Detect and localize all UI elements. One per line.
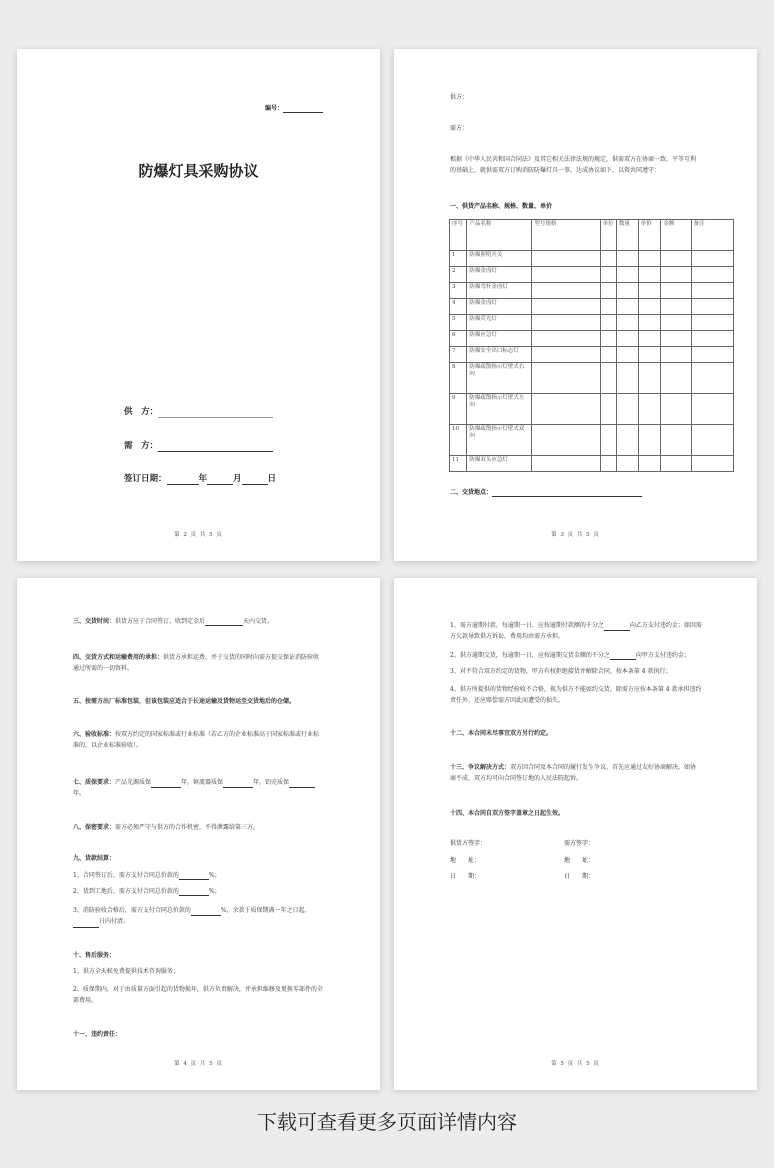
rate-line (604, 623, 630, 631)
row-index: 5 (450, 315, 467, 331)
col-header: 单位 (600, 220, 616, 251)
table-row (450, 425, 734, 456)
section-7-text: 年。 (73, 790, 86, 798)
buyer-line: 需方： (450, 125, 469, 132)
days-line (205, 618, 243, 626)
month-label: 月 (233, 474, 242, 484)
contract-number-line (283, 105, 323, 113)
table-row (450, 456, 734, 472)
day-label: 日 (267, 474, 277, 484)
payment-line-3 (73, 905, 325, 928)
warranty-line (151, 780, 181, 788)
month-line (207, 477, 233, 485)
supplier-address: 地 址： (450, 857, 481, 864)
table-row (450, 363, 734, 394)
liability-4: 4、供方所提供的货物经验收不合格，视为供方不能如约交货，除需方应按本条第 4 款承担违约责任外，还应赔偿需方因此而遭受的损失。 (450, 686, 702, 705)
section-10-heading: 十、售后服务： (73, 952, 116, 959)
section-8-heading: 八、保密要求： (73, 824, 116, 831)
payment-text: 2、货到工地后，需方支付合同总价款的 (73, 888, 179, 896)
section-7-text: 产品光源质保 (115, 779, 152, 786)
table-header-row (450, 220, 734, 251)
section-1-heading: 一、供货产品名称、规格、数量、单价 (450, 203, 553, 210)
payment-text: 日内付清。 (99, 918, 130, 926)
section-4-heading: 四、交货方式和运输费用的承担： (73, 654, 164, 661)
row-index: 7 (450, 347, 467, 363)
table-row (450, 283, 734, 299)
section-4 (73, 652, 325, 675)
section-14: 十四、本合同自双方签字盖章之日起生效。 (450, 810, 565, 817)
row-index: 4 (450, 299, 467, 315)
section-8 (73, 824, 325, 832)
buyer-label: 需 方： (124, 441, 159, 451)
year-label: 年 (198, 474, 208, 484)
service-line-1: 1、供方全天候免费提供技术咨询服务； (73, 968, 179, 975)
page-footer: 第 2 页 共 5 页 (174, 531, 223, 538)
product-name: 防爆双头应急灯 (467, 456, 532, 472)
section-7-text: 年，铝壳质保 (253, 779, 290, 786)
delivery-location-line (492, 489, 642, 497)
supplier-line (158, 410, 273, 418)
table-row (450, 267, 734, 283)
row-index: 11 (450, 456, 467, 472)
product-name: 防爆照明开关 (467, 251, 532, 267)
supplier-field (124, 407, 273, 418)
section-13-heading: 十三、争议解决方式： (450, 764, 511, 771)
page-terms-2 (394, 578, 757, 1090)
table-row (450, 331, 734, 347)
section-6-text: 按双方约定的国家标准或行业标准（若乙方的企业标准高于国家标准或行业标准的，以企业标准验收）。 (73, 731, 320, 750)
section-6 (73, 729, 325, 752)
product-name: 防爆疏散指示灯壁式右向 (467, 363, 532, 394)
row-index: 2 (450, 267, 467, 283)
col-header: 型号规格 (532, 220, 600, 251)
percent-sign: %； (208, 872, 221, 880)
product-name: 防爆弯杆金卤灯 (467, 283, 532, 299)
section-7-heading: 七、质保要求： (73, 779, 116, 786)
supplier-label: 供 方： (124, 407, 159, 417)
page-product-table (394, 49, 757, 561)
section-5: 五、按需方出厂标准包装，但该包装应适合于长途运输及货物运至交货地后的仓储。 (73, 698, 296, 705)
download-caption: 下载可查看更多页面详情内容 (257, 1110, 517, 1134)
product-name: 防爆安全出口标志灯 (467, 347, 532, 363)
sign-date-label: 签订日期： (124, 474, 167, 484)
sign-supplier: 供货方签字： (450, 840, 487, 847)
buyer-line (158, 444, 273, 452)
liability-text: 向乙方支付违约金；如因需方欠款导致供方诉讼，费用均由需方承担。 (450, 622, 702, 641)
percent-line (179, 872, 209, 880)
document-title: 防爆灯具采购协议 (138, 162, 259, 180)
buyer-field (124, 441, 273, 452)
col-header: 数量 (616, 220, 638, 251)
section-4-text: 供货方承担运费，并于交货的同时向需方提交保证消防验收通过所需的一切资料。 (73, 654, 320, 673)
page-cover (17, 49, 380, 561)
col-header: 单价 (638, 220, 661, 251)
liability-1 (450, 620, 702, 643)
col-header: 产品名称 (467, 220, 532, 251)
buyer-date: 日 期： (564, 873, 595, 880)
table-row (450, 347, 734, 363)
row-index: 8 (450, 363, 467, 394)
col-header: 备注 (691, 220, 733, 251)
percent-line (179, 888, 209, 896)
product-name: 防爆金卤灯 (467, 267, 532, 283)
warranty-line (289, 780, 315, 788)
contract-number-label: 编号： (265, 105, 284, 113)
product-name: 防爆金卤灯 (467, 299, 532, 315)
sign-date-field (124, 474, 276, 485)
rate-line (610, 652, 636, 660)
col-header: 序号 (450, 220, 467, 251)
row-index: 10 (450, 425, 467, 456)
percent-line (191, 908, 221, 916)
payment-text: %，余款于质保期满一年之日起， (220, 907, 311, 914)
row-index: 6 (450, 331, 467, 347)
contract-number (265, 105, 323, 113)
liability-text: 1、需方逾期付款，每逾期一日，应按逾期付款额的千分之 (450, 622, 604, 629)
product-name: 防爆疏散指示灯壁式左向 (467, 394, 532, 425)
section-13-text: 双方因合同及本合同的履行发生争议，首先应通过友好协商解决，如协商不成，双方均可向合同签订地的人民法院起诉。 (450, 764, 697, 783)
payment-text: 3、消防验收合格后，需方支付合同总价款的 (73, 907, 191, 914)
percent-sign: %； (208, 888, 221, 896)
delivery-location-label: 二、交货地点： (450, 489, 493, 497)
section-12: 十二、本合同未尽事宜双方另行约定。 (450, 730, 553, 737)
product-name: 防爆疏散指示灯壁式双向 (467, 425, 532, 456)
section-11-heading: 十一、违约责任： (73, 1031, 122, 1038)
liability-2 (450, 652, 702, 660)
page-footer: 第 3 页 共 5 页 (551, 531, 600, 538)
liability-text: 2、供方逾期交货，每逾期一日，应按逾期交货金额的千分之 (450, 652, 610, 660)
section-13 (450, 762, 702, 785)
service-line-2: 2、质保期内，对于由质量方面引起的货物损坏，供方负责解决，并承担维修及更换零部件的全部费用。 (73, 986, 323, 1005)
buyer-address: 地 址： (564, 857, 595, 864)
product-table (449, 219, 734, 472)
section-3-heading: 三、交货时间： (73, 618, 116, 626)
day-line (242, 477, 268, 485)
payment-line-1 (73, 872, 325, 880)
col-header: 金额 (661, 220, 691, 251)
section-9-heading: 九、货款结算： (73, 855, 116, 862)
table-row (450, 315, 734, 331)
payment-text: 1、合同签订后，需方支付合同总价款的 (73, 872, 179, 880)
section-3-text: 供货方应于合同签订、收到定金后 (115, 618, 206, 626)
section-6-heading: 六、验收标准： (73, 731, 116, 738)
product-name: 防爆荧光灯 (467, 315, 532, 331)
payment-line-2 (73, 888, 325, 896)
row-index: 3 (450, 283, 467, 299)
table-row (450, 394, 734, 425)
section-8-text: 需方必须严守与供方的合作机密，不得泄露给第三方。 (115, 824, 260, 831)
year-line (167, 477, 199, 485)
product-name: 防爆应急灯 (467, 331, 532, 347)
section-3-text-end: 天内交货。 (243, 618, 274, 626)
warranty-line (223, 780, 253, 788)
table-row (450, 299, 734, 315)
section-3 (73, 618, 325, 626)
page-footer: 第 4 页 共 5 页 (174, 1060, 223, 1067)
supplier-date: 日 期： (450, 873, 481, 880)
sign-buyer: 需方签字： (564, 840, 595, 847)
section-2-heading (450, 489, 642, 497)
days-line (73, 920, 99, 928)
row-index: 9 (450, 394, 467, 425)
section-7 (73, 777, 325, 800)
row-index: 1 (450, 251, 467, 267)
intro-paragraph: 根据《中华人民共和国合同法》及其它相关法律法规的规定，供需双方在协商一致、平等互利的基础上，就供需双方订购消防防爆灯具一事，达成协议如下，以资共同遵守： (450, 156, 697, 174)
section-7-text: 年，镇流器质保 (181, 779, 224, 786)
table-row (450, 251, 734, 267)
page-footer: 第 5 页 共 5 页 (551, 1060, 600, 1067)
page-terms-1 (17, 578, 380, 1090)
supplier-line: 供方： (450, 94, 469, 101)
liability-text: 向甲方支付违约金； (635, 652, 690, 660)
liability-3: 3、对不符合双方约定的货物，甲方有权拒绝接货并解除合同，按本条第 4 款执行； (450, 668, 672, 675)
